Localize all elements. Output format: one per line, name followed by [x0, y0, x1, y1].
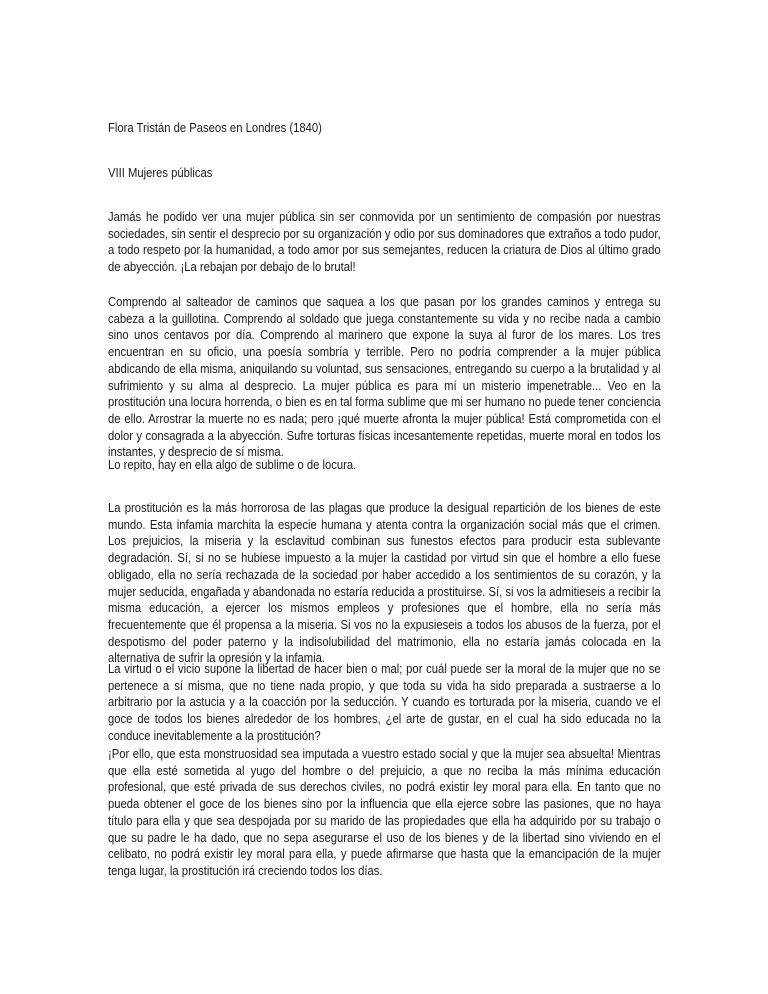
paragraph-6: ¡Por ello, que esta monstruosidad sea imputada a vuestro estado social y que la mujer sea absuelta! Mientras que ella esté sometida al yugo del hombre o del prejuicio, a que no reciba la más mínima educación profesional, que esté privada de sus derechos civiles, no podrá existir ley moral para ella. En tanto que no pueda obtener el goce de los bienes sino por la influencia que ella ejerce sobre las pasiones, que no haya título para ella y que sea despojada por su marido de las propiedades que ella ha adquirido por su trabajo o que su padre le ha dado, que no sepa asegurarse el uso de los bienes y de la libertad sino viviendo en el celibato, no podrá existir ley moral para ella, y puede afirmarse que hasta que la emancipación de la mujer tenga lugar, la prostitución irá creciendo todos los días.	[108, 747, 661, 878]
paragraph-4: La prostitución es la más horrorosa de las plagas que produce la desigual repartición de los bienes de este mundo. Esta infamia marchita la especie humana y atenta contra la organización social más que el crimen. Los prejuicios, la miseria y la esclavitud combinan sus funestos efectos para producir esta sublevante degradación. Sí, si no se hubiese impuesto a la mujer la castidad por virtud sin que el hombre a ello fuese obligado, ella no sería rechazada de la sociedad por haber accedido a los sentimientos de su corazón, y la mujer seducida, engañada y abandonada no estaría reducida a prostituirse. Sí, si vos la admitieseis a recibir la misma educación, a ejercer los mismos empleos y profesiones que el hombre, ella no sería más frecuentemente que él propensa a la miseria. Si vos no la expusieseis a todos los abusos de la fuerza, por el despotismo del poder paterno y la indisolubilidad del matrimonio, ella no estaría jamás colocada en la alternativa de sufrir la opresión y la infamia.	[108, 501, 661, 666]
section-heading: VIII Mujeres públicas	[108, 166, 213, 180]
paragraph-2: Comprendo al salteador de caminos que saquea a los que pasan por los grandes caminos y entrega su cabeza a la guillotina. Comprendo al soldado que juega constantemente su vida y no recibe nada a cambio sino unos centavos por día. Comprendo al marinero que expone la suya al furor de los mares. Los tres encuentran en su oficio, una poesía sombría y terrible. Pero no podría comprender a la mujer pública abdicando de ella misma, aniquilando su voluntad, sus sensaciones, entregando su cuerpo a la brutalidad y al sufrimiento y su alma al desprecio. La mujer pública es para mí un misterio impenetrable... Veo en la prostitución una locura horrenda, o bien es en tal forma sublime que mi ser humano no puede tener conciencia de ello. Arrostrar la muerte no es nada; pero ¡qué muerte afronta la mujer pública! Está comprometida con el dolor y consagrada a la abyección. Sufre torturas físicas incesantemente repetidas, muerte moral en todos los instantes, y desprecio de sí misma.	[108, 295, 661, 460]
paragraph-1: Jamás he podido ver una mujer pública sin ser conmovida por un sentimiento de compasión por nuestras sociedades, sin sentir el desprecio por su organización y odio por sus dominadores que extraños a todo pudor, a todo respeto por la humanidad, a todo amor por sus semejantes, reducen la criatura de Dios al último grado de abyección. ¡La rebajan por debajo de lo brutal!	[108, 210, 661, 275]
paragraph-5: La virtud o el vicio supone la libertad de hacer bien o mal; por cuál puede ser la moral de la mujer que no se pertenece a sí misma, que no tiene nada propio, y que toda su vida ha sido preparada a sustraerse a lo arbitrario por la astucia y a la coacción por la seducción. Y cuando es torturada por la miseria, cuando ve el goce de todos los bienes alrededor de los hombres, ¿el arte de gustar, en el cual ha sido educada no la conduce inevitablemente a la prostitución?	[108, 662, 661, 743]
paragraph-3: Lo repito, hay en ella algo de sublime o de locura.	[108, 458, 357, 472]
document-title: Flora Tristán de Paseos en Londres (1840)	[108, 121, 322, 135]
